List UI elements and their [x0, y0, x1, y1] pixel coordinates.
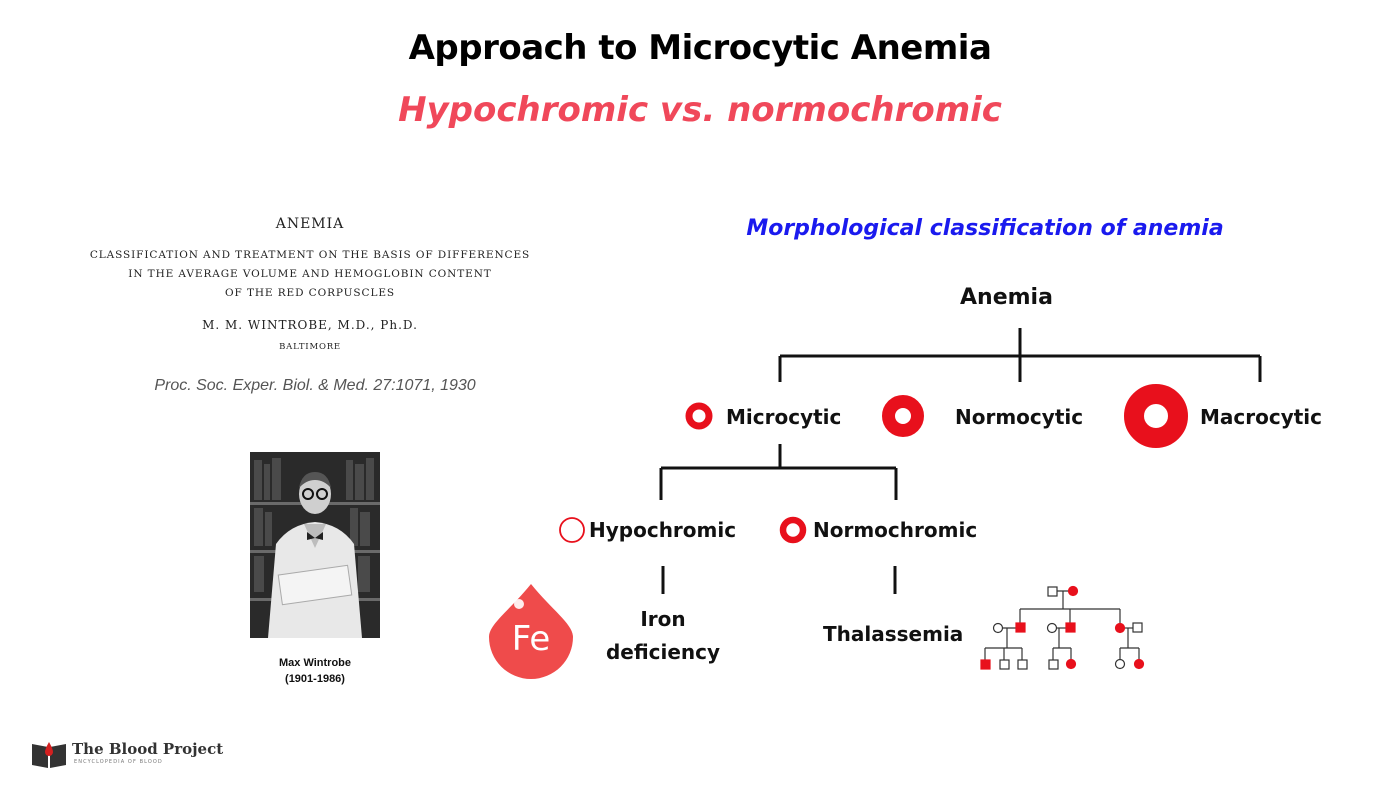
macrocytic-cell-icon	[1134, 394, 1178, 438]
node-hypochromic: Hypochromic	[589, 518, 737, 542]
classification-title: Morphological classification of anemia	[746, 216, 1224, 241]
microcytic-cell-icon	[689, 406, 709, 426]
paper-subtitle-line: OF THE RED CORPUSCLES	[225, 287, 395, 299]
normocytic-cell-icon	[889, 402, 918, 431]
node-iron-deficiency: Iron deficiency	[605, 607, 721, 664]
node-microcytic: Microcytic	[726, 405, 842, 429]
node-normocytic: Normocytic	[955, 405, 1084, 429]
logo-tagline: ENCYCLOPEDIA OF BLOOD	[74, 759, 163, 765]
paper-author: M. M. WINTROBE, M.D., Ph.D.	[202, 318, 418, 332]
page-subtitle: Hypochromic vs. normochromic	[398, 90, 1002, 130]
hypochromic-cell-icon	[560, 518, 584, 542]
fe-symbol: Fe	[511, 619, 551, 659]
paper-subtitle-line: IN THE AVERAGE VOLUME AND HEMOGLOBIN CONTENT	[128, 268, 492, 280]
node-normochromic: Normochromic	[813, 518, 978, 542]
paper-city: BALTIMORE	[279, 342, 341, 352]
portrait-name: Max Wintrobe	[278, 657, 351, 669]
logo-name: The Blood Project	[72, 740, 224, 758]
tree-connectors	[661, 328, 1260, 594]
node-anemia: Anemia	[960, 285, 1053, 310]
node-thalassemia: Thalassemia	[823, 622, 964, 646]
normochromic-cell-icon	[783, 520, 803, 540]
portrait-years: (1901-1986)	[285, 673, 345, 685]
page-title: Approach to Microcytic Anemia	[408, 28, 992, 68]
pedigree-icon	[981, 587, 1144, 670]
node-macrocytic: Macrocytic	[1200, 405, 1323, 429]
paper-subtitle-line: CLASSIFICATION AND TREATMENT ON THE BASIS OF DIFFERENCES	[89, 249, 531, 261]
iron-drop-icon	[489, 584, 573, 679]
paper-title: ANEMIA	[275, 216, 345, 232]
paper-citation: Proc. Soc. Exper. Biol. & Med. 27:1071, 1930	[154, 377, 476, 394]
